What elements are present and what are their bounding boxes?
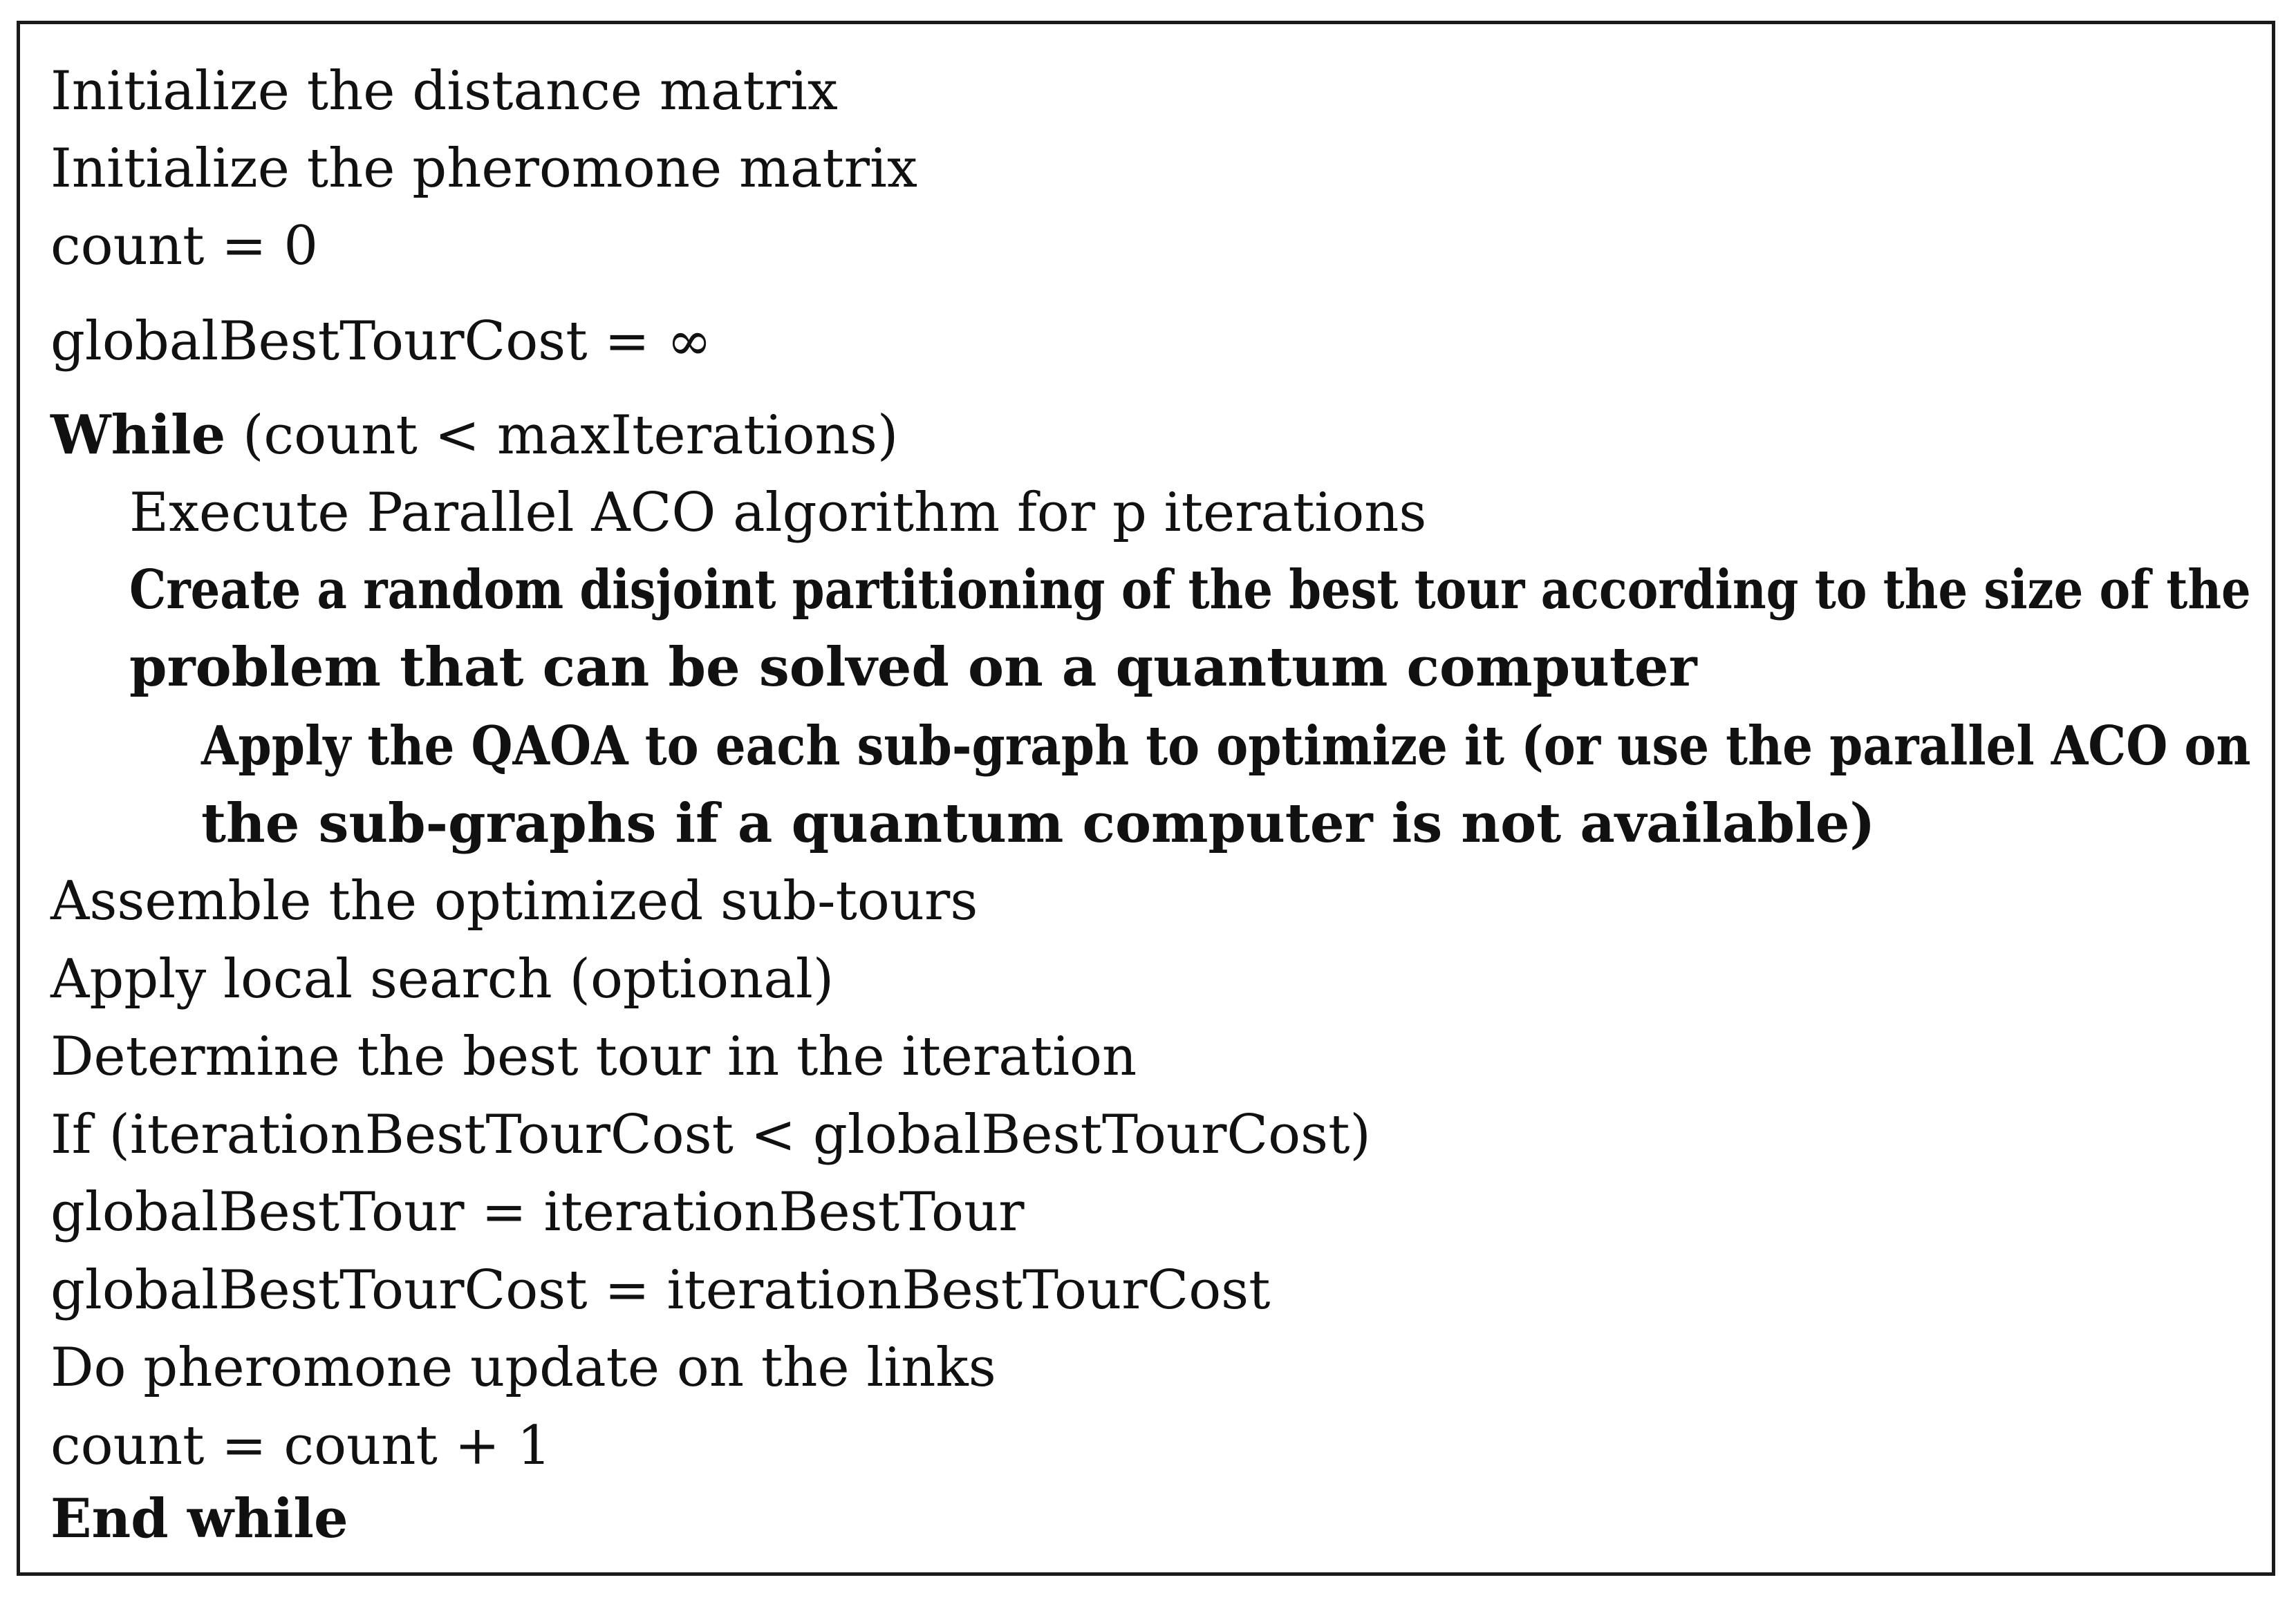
line-end-while: End while [50, 1487, 348, 1550]
line-assemble: Assemble the optimized sub-tours [50, 870, 978, 932]
line-count-increment: count = count + 1 [50, 1415, 552, 1477]
line-if: If (iterationBestTourCost < globalBestTourCost) [50, 1104, 1371, 1166]
line-determine-best: Determine the best tour in the iteration [50, 1026, 1137, 1088]
line-init-distance: Initialize the distance matrix [50, 60, 838, 122]
line-count-init: count = 0 [50, 215, 319, 277]
line-while [50, 404, 899, 467]
line-create-partition: Create a random disjoint partitioning of the best tour according to the size of the [129, 558, 2251, 621]
line-init-pheromone: Initialize the pheromone matrix [50, 138, 917, 200]
line-local-search: Apply local search (optional) [50, 948, 834, 1010]
algorithm-box [17, 21, 2275, 1576]
line-create-partition-cont: problem that can be solved on a quantum computer [129, 636, 1697, 699]
while-condition: (count < maxIterations) [225, 404, 899, 467]
line-apply-qaoa-cont: the sub-graphs if a quantum computer is not available) [201, 792, 1876, 855]
line-global-best-cost: globalBestTourCost = iterationBestTourCost [50, 1259, 1271, 1321]
line-pheromone-update: Do pheromone update on the links [50, 1337, 996, 1399]
line-global-best-cost-init: globalBestTourCost = ∞ [50, 310, 712, 373]
line-global-best-tour: globalBestTour = iterationBestTour [50, 1181, 1025, 1243]
while-keyword: While [50, 404, 226, 467]
line-execute-aco: Execute Parallel ACO algorithm for p iterations [129, 482, 1427, 544]
line-apply-qaoa: Apply the QAOA to each sub-graph to optimize it (or use the parallel ACO on [201, 715, 2251, 778]
